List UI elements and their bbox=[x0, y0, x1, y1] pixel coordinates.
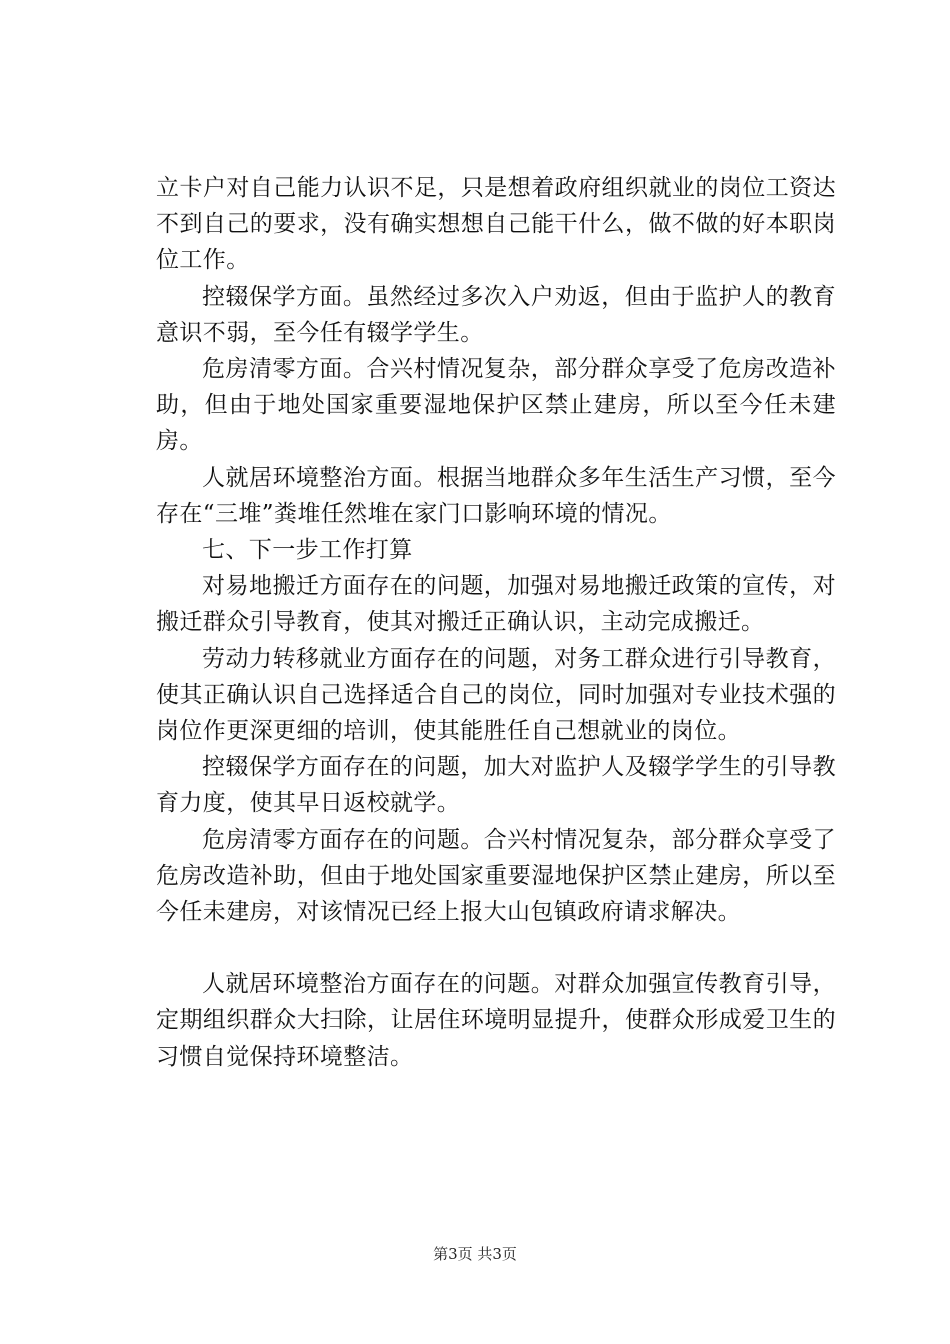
page-footer: 第3页 共3页 bbox=[433, 1245, 517, 1263]
paragraph-housing-plan: 危房清零方面存在的问题。合兴村情况复杂，部分群众享受了危房改造补助，但由于地处国家重要湿地保护区禁止建房，所以至今任未建房，对该情况已经上报大山包镇政府请求解决。 bbox=[156, 826, 836, 926]
paragraph-employment-plan: 劳动力转移就业方面存在的问题，对务工群众进行引导教育，使其正确认识自己选择适合自己的岗位，同时加强对专业技术强的岗位作更深更细的培训，使其能胜任自己想就业的岗位。 bbox=[156, 645, 836, 745]
paragraph-dropout-control: 控辍保学方面。虽然经过多次入户劝返，但由于监护人的教育意识不弱，至今任有辍学学生。 bbox=[156, 283, 836, 346]
paragraph-continuation: 立卡户对自己能力认识不足，只是想着政府组织就业的岗位工资达不到自己的要求，没有确实想想自己能干什么，做不做的好本职岗位工作。 bbox=[156, 175, 836, 274]
paragraph-living-environment: 人就居环境整治方面。根据当地群众多年生活生产习惯，至今存在“三堆”粪堆任然堆在家门口影响环境的情况。 bbox=[156, 464, 836, 527]
document-body bbox=[156, 170, 836, 1075]
paragraph-dropout-plan: 控辍保学方面存在的问题，加大对监护人及辍学学生的引导教育力度，使其早日返校就学。 bbox=[156, 754, 836, 817]
paragraph-relocation-plan: 对易地搬迁方面存在的问题，加强对易地搬迁政策的宣传，对搬迁群众引导教育，使其对搬迁正确认识，主动完成搬迁。 bbox=[156, 573, 836, 636]
section-heading-next-steps: 七、下一步工作打算 bbox=[202, 537, 413, 564]
paragraph-environment-plan: 人就居环境整治方面存在的问题。对群众加强宣传教育引导，定期组织群众大扫除，让居住环境明显提升，使群众形成爱卫生的习惯自觉保持环境整洁。 bbox=[156, 971, 836, 1070]
paragraph-dangerous-housing: 危房清零方面。合兴村情况复杂，部分群众享受了危房改造补助，但由于地处国家重要湿地保护区禁止建房，所以至今任未建房。 bbox=[156, 356, 836, 455]
